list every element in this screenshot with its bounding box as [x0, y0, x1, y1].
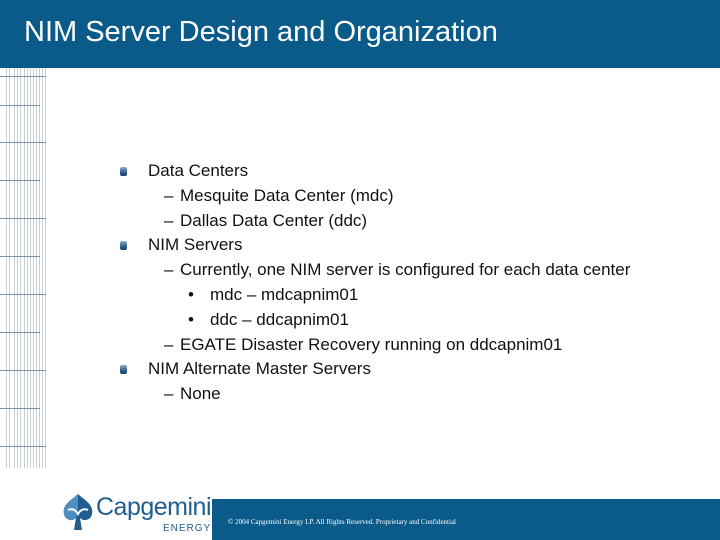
strip-line — [0, 180, 40, 181]
dash-marker: – — [164, 260, 174, 280]
bullet-item: NIM Alternate Master Servers — [120, 357, 680, 382]
dot-marker: • — [188, 284, 194, 304]
spade-icon — [58, 488, 98, 538]
strip-line — [0, 142, 46, 143]
dash-marker: – — [164, 334, 174, 354]
strip-line — [0, 256, 40, 257]
bullet-icon — [120, 241, 127, 250]
strip-line — [0, 408, 40, 409]
sub-item: – Dallas Data Center (ddc) — [120, 209, 680, 234]
sub-item: – Mesquite Data Center (mdc) — [120, 184, 680, 209]
slide-body — [120, 159, 680, 407]
sub-sub-item: • mdc – mdcapnim01 — [120, 283, 680, 308]
bullet-item: NIM Servers — [120, 233, 680, 258]
strip-line — [0, 446, 46, 447]
bullet-icon — [120, 365, 127, 374]
strip-line — [0, 294, 46, 295]
dash-marker: – — [164, 185, 174, 205]
strip-line — [0, 105, 40, 106]
dot-marker: • — [188, 309, 194, 329]
footer-bar — [212, 499, 720, 540]
logo-subtitle: ENERGY — [163, 523, 212, 534]
dash-marker: – — [164, 384, 174, 404]
strip-line — [0, 332, 40, 333]
bullet-item: Data Centers — [120, 159, 680, 184]
strip-line — [0, 370, 46, 371]
logo-wordmark: Capgemini — [96, 493, 212, 521]
copyright-text: © 2004 Capgemini Energy LP. All Rights Reserved. Proprietary and Confidential — [228, 518, 456, 526]
decorative-side-strip — [0, 68, 52, 468]
dash-marker: – — [164, 210, 174, 230]
sub-item: – Currently, one NIM server is configured for each data center — [120, 258, 680, 283]
title-bar — [0, 0, 720, 68]
capgemini-logo — [56, 486, 212, 540]
sub-item: – None — [120, 382, 680, 407]
slide-title: NIM Server Design and Organization — [24, 16, 498, 48]
bullet-icon — [120, 167, 127, 176]
sub-item: – EGATE Disaster Recovery running on ddcapnim01 — [120, 333, 680, 358]
strip-line — [0, 76, 46, 77]
strip-line — [0, 218, 46, 219]
sub-sub-item: • ddc – ddcapnim01 — [120, 308, 680, 333]
